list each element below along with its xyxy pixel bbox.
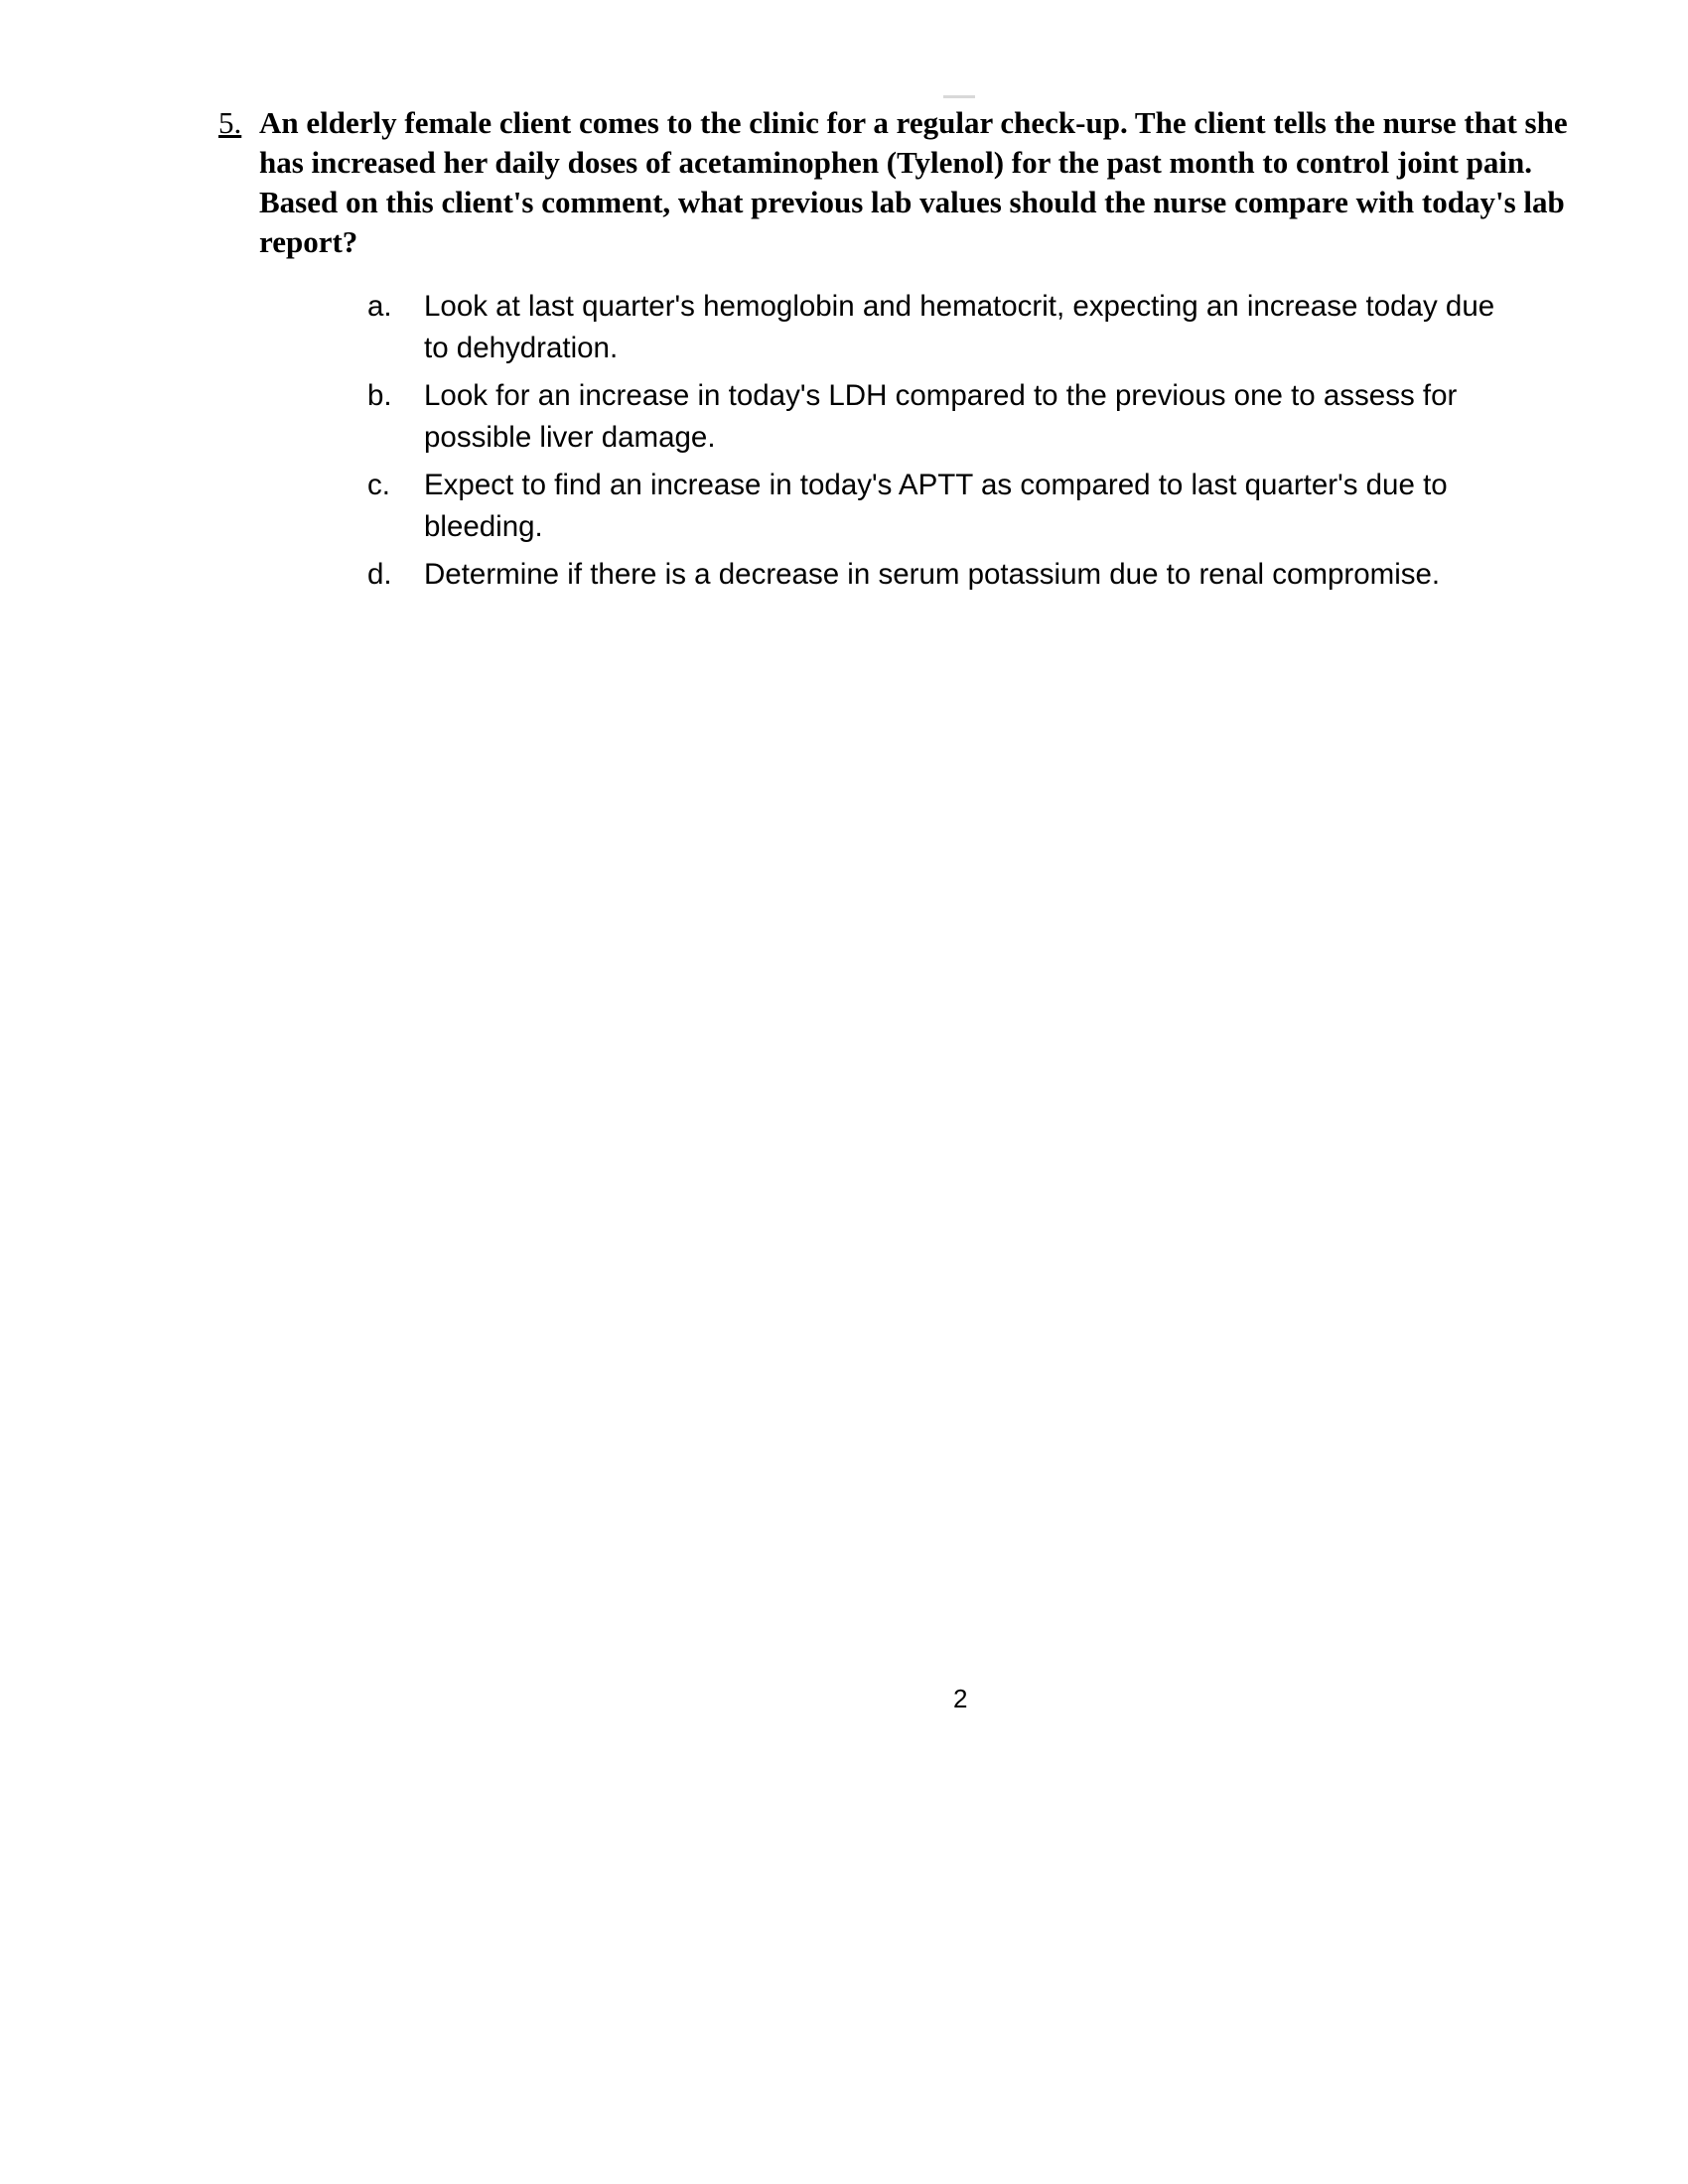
option-c [367,465,1579,548]
option-text: Look at last quarter's hemoglobin and hematocrit, expecting an increase today due to dehydration. [424,290,1495,364]
answer-options [367,286,1579,602]
option-letter: d. [367,558,392,591]
option-a [367,286,1579,369]
option-d [367,554,1579,596]
header-mark [943,95,975,98]
option-text: Expect to find an increase in today's APTT as compared to last quarter's due to bleeding. [424,469,1448,543]
option-b [367,375,1579,459]
option-letter: c. [367,469,390,501]
option-letter: b. [367,379,392,412]
option-text: Determine if there is a decrease in serum potassium due to renal compromise. [424,558,1441,591]
question-block [218,103,1668,262]
page-number: 2 [953,1684,968,1713]
question-text: An elderly female client comes to the clinic for a regular check-up. The client tells the nurse that she has increased her daily doses of acetaminophen (Tylenol) for the past month to control joint pain. Based on this client's comment, what previous lab values should the nurse compare with today's lab report? [259,105,1568,259]
option-text: Look for an increase in today's LDH compared to the previous one to assess for possible liver damage. [424,379,1458,454]
question-number: 5. [218,105,242,140]
option-letter: a. [367,290,392,323]
